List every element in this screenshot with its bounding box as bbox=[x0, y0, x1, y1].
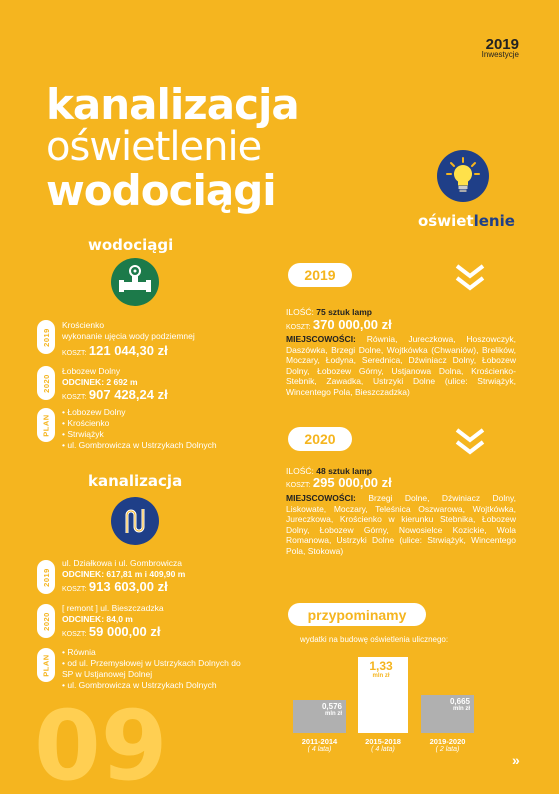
osw-2019-ilosc: ILOŚĆ: 75 sztuk lamp bbox=[286, 307, 372, 317]
year-tab-2019: 2019 bbox=[288, 263, 352, 287]
kan-2019-location: ul. Działkowa i ul. Gombrowicza bbox=[62, 558, 182, 568]
chart-category-label: 2015-2018 ( 4 lata) bbox=[365, 737, 401, 753]
hero-line-3: wodociągi bbox=[46, 166, 276, 215]
section-title-kanalizacja: kanalizacja bbox=[88, 472, 183, 490]
chart-category-label: 2011-2014 ( 4 lata) bbox=[301, 737, 338, 753]
wod-2019-location: Krościenko bbox=[62, 320, 105, 330]
plan-tag: PLAN bbox=[37, 648, 55, 682]
wod-plan-list bbox=[62, 407, 242, 451]
hero-line-2: oświetlenie bbox=[46, 124, 262, 170]
osw-2019-miejscowosci: MIEJSCOWOŚCI: Równia, Jureczkowa, Hoszowczyk, Daszówka, Brzegi Dolne, Wojtkówka (Chwaniów), Brelików, Moczary, Łodyna, Serednica, Dźwiniacz Dolny, Łobozew Dolny, Łobozew Górny, Ustjanowa Dolna, Krościenko-Stebnik, Zawadka, Ustrzyki Dolne (ulice: Strwiążyk, Wincentego Pola, Bieszczadzka) bbox=[286, 334, 516, 397]
chart-value-label: 1,33 mln zł bbox=[369, 659, 393, 679]
section-title-part-2: lenie bbox=[473, 212, 515, 230]
kan-2019-odcinek: ODCINEK: 617,81 m i 409,90 m bbox=[62, 569, 186, 579]
lightbulb-icon bbox=[437, 150, 489, 202]
kan-plan-list bbox=[62, 647, 242, 691]
header-subtitle: Inwestycje bbox=[481, 50, 519, 59]
osw-2020-cost: KOSZT: 295 000,00 zł bbox=[286, 475, 392, 490]
wod-2020-cost: KOSZT: 907 428,24 zł bbox=[62, 387, 168, 402]
chevron-down-icon bbox=[455, 428, 485, 456]
section-title-wodociagi: wodociągi bbox=[88, 236, 174, 254]
year-tag-2019: 2019 bbox=[37, 320, 55, 354]
wod-2019-desc: wykonanie ujęcia wody podziemnej bbox=[62, 331, 195, 341]
chevron-down-icon bbox=[455, 264, 485, 292]
list-item: • ul. Gombrowicza w Ustrzykach Dolnych bbox=[62, 680, 242, 691]
section-title-oswietlenie bbox=[418, 212, 515, 230]
osw-2020-ilosc: ILOŚĆ: 48 sztuk lamp bbox=[286, 466, 372, 476]
year-tag-2019: 2019 bbox=[37, 560, 55, 594]
chart-caption: wydatki na budowę oświetlenia ulicznego: bbox=[300, 635, 449, 644]
chart-value-label: 0,576 mln zł bbox=[321, 702, 342, 717]
section-title-part-1: oświet bbox=[418, 212, 474, 230]
hero-line-1: kanalizacja bbox=[46, 80, 299, 129]
kan-2020-location: [ remont ] ul. Bieszczadzka bbox=[62, 603, 164, 613]
year-tab-2020: 2020 bbox=[288, 427, 352, 451]
list-item: • Łobozew Dolny bbox=[62, 407, 242, 418]
list-item: • Krościenko bbox=[62, 418, 242, 429]
water-pipe-icon bbox=[111, 258, 159, 306]
wod-2020-location: Łobozew Dolny bbox=[62, 366, 121, 376]
chart-value-label: 0,665 mln zł bbox=[449, 697, 470, 712]
plan-tag: PLAN bbox=[37, 408, 55, 442]
kan-2019-cost: KOSZT: 913 603,00 zł bbox=[62, 579, 168, 594]
kan-2020-odcinek: ODCINEK: 84,0 m bbox=[62, 614, 133, 624]
kan-2020-cost: KOSZT: 59 000,00 zł bbox=[62, 624, 161, 639]
osw-2020-miejscowosci: MIEJSCOWOŚCI: Brzegi Dolne, Dźwiniacz Dolny, Liskowate, Moczary, Teleśnica Oszwarowa, Wojtkówka, Jureczkowa, Krościenko w kierunku Stebnika, Łobozew Dolny, Łobozew Górny, Nowosielce Kozickie, Wola Romanowa, Ustrzyki Dolne (ulice: Strwiążyk, Wincentego Pola, Stokowa) bbox=[286, 493, 516, 556]
header-year: 2019 bbox=[485, 36, 519, 53]
year-tag-2020: 2020 bbox=[37, 366, 55, 400]
chart-category-label: 2019-2020 ( 2 lata) bbox=[429, 737, 466, 753]
list-item: • Strwiążyk bbox=[62, 429, 242, 440]
wod-2020-odcinek: ODCINEK: 2 692 m bbox=[62, 377, 138, 387]
osw-2019-cost: KOSZT: 370 000,00 zł bbox=[286, 317, 392, 332]
next-page-arrow-icon[interactable]: » bbox=[512, 752, 520, 768]
wod-2019-cost: KOSZT: 121 044,30 zł bbox=[62, 343, 168, 358]
page-number: 09 bbox=[34, 690, 168, 794]
list-item: • ul. Gombrowicza w Ustrzykach Dolnych bbox=[62, 440, 242, 451]
sewer-pipe-icon bbox=[111, 497, 159, 545]
list-item: • Równia bbox=[62, 647, 242, 658]
przypominamy-badge: przypominamy bbox=[288, 603, 426, 626]
year-tag-2020: 2020 bbox=[37, 604, 55, 638]
list-item: • od ul. Przemysłowej w Ustrzykach Dolnych do SP w Ustjanowej Dolnej bbox=[62, 658, 242, 680]
